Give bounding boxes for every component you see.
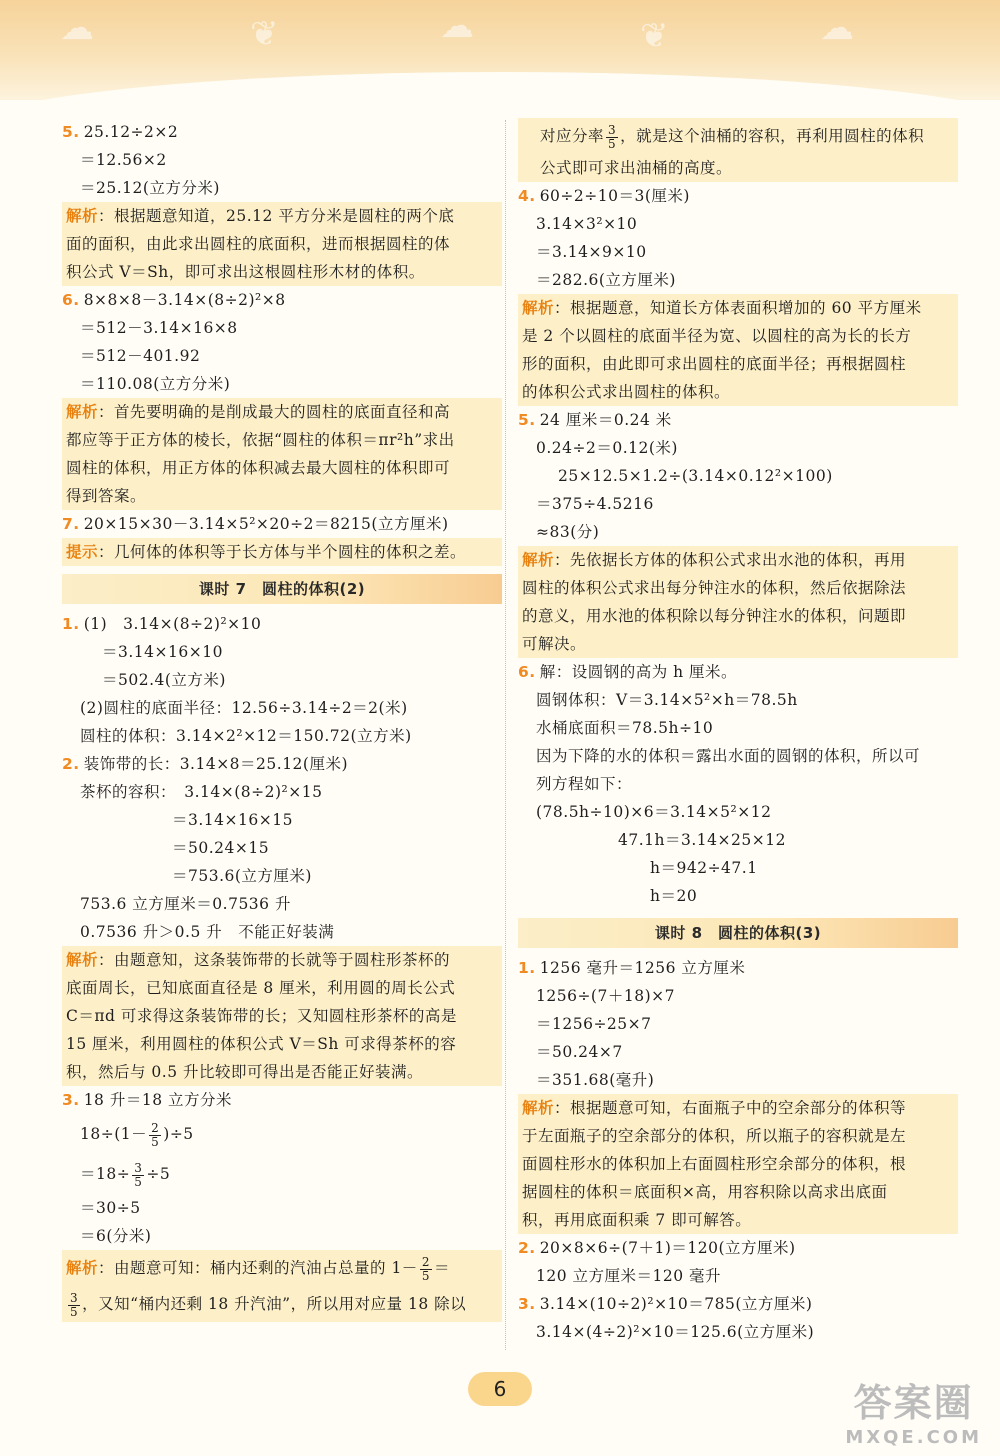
math-line: ＝282.6(立方厘米) xyxy=(536,271,676,289)
math-line: ＝351.68(毫升) xyxy=(536,1071,655,1089)
fraction xyxy=(68,1292,80,1319)
fraction xyxy=(420,1256,432,1283)
question-number: 1. xyxy=(62,615,80,633)
explanation-line: 积，然后与 0.5 升比较即可得出是否能正好装满。 xyxy=(66,1063,424,1081)
explanation-line: C＝πd 可求得这条装饰带的长；又知圆柱形茶杯的高是 xyxy=(66,1007,457,1025)
math-line: (2)圆柱的底面半径：12.56÷3.14÷2＝2(米) xyxy=(80,699,408,717)
explanation-line: 公式即可求出油桶的高度。 xyxy=(540,159,733,177)
math-line: 60÷2÷10＝3(厘米) xyxy=(539,187,690,205)
explanation-line: 据圆柱的体积＝底面积×高，用容积除以高求出底面 xyxy=(522,1183,888,1201)
math-line: 0.7536 升＞0.5 升 不能正好装满 xyxy=(80,923,335,941)
numerator: 3 xyxy=(70,1290,79,1305)
math-line: ＝6(分米) xyxy=(80,1227,152,1245)
explanation-tag: 解析 xyxy=(522,550,555,569)
cloud-icon: ☁ xyxy=(820,8,854,48)
math-line: ＝50.24×15 xyxy=(172,839,270,857)
math-line: 茶杯的容积： 3.14×(8÷2)²×15 xyxy=(80,783,323,801)
math-line: 解：设圆钢的高为 h 厘米。 xyxy=(539,663,738,681)
right-column xyxy=(518,118,958,1346)
math-text: ＝18÷ xyxy=(80,1165,131,1183)
math-line: (78.5h÷10)×6＝3.14×5²×12 xyxy=(536,803,772,821)
math-line: 25.12÷2×2 xyxy=(83,123,179,141)
explanation-tag: 解析 xyxy=(522,298,555,317)
math-line: 圆柱的体积：3.14×2²×12＝150.72(立方米) xyxy=(80,727,412,745)
explanation-line: 圆柱的体积公式求出每分钟注水的体积，然后依据除法 xyxy=(522,579,907,597)
math-line: ＝753.6(立方厘米) xyxy=(172,867,312,885)
math-line: 列方程如下： xyxy=(536,775,633,793)
explanation-line: ：由题意知，这条装饰带的长就等于圆柱形茶杯的 xyxy=(98,951,451,969)
math-line: ＝3.14×16×15 xyxy=(172,811,293,829)
explanation-line: ：先依据长方体的体积公式求出水池的体积，再用 xyxy=(554,551,907,569)
explanation-line: 圆柱的体积，用正方体的体积减去最大圆柱的体积即可 xyxy=(66,459,451,477)
question-number: 6. xyxy=(62,291,80,309)
numerator: 3 xyxy=(134,1160,143,1175)
math-line: 1256÷(7＋18)×7 xyxy=(536,987,675,1005)
explanation-block xyxy=(62,398,502,510)
explanation-line: 形的面积，由此即可求出圆柱的底面半径；再根据圆柱 xyxy=(522,355,907,373)
explanation-tag: 解析 xyxy=(66,950,99,969)
explanation-continuation xyxy=(518,118,958,182)
explanation-text: ，就是这个油桶的容积，再利用圆柱的体积 xyxy=(620,127,925,145)
watermark xyxy=(845,1372,982,1448)
math-line: 18 升＝18 立方分米 xyxy=(83,1091,232,1109)
watermark-en: MXQE.COM xyxy=(845,1427,982,1448)
explanation-text: 对应分率 xyxy=(540,127,605,145)
math-line: 120 立方厘米＝120 毫升 xyxy=(536,1267,722,1285)
math-line: ＝50.24×7 xyxy=(536,1043,623,1061)
math-line: ＝3.14×9×10 xyxy=(536,243,647,261)
explanation-line: 得到答案。 xyxy=(66,487,147,505)
question-number: 5. xyxy=(62,123,80,141)
fraction xyxy=(132,1162,144,1189)
math-line: ＝110.08(立方分米) xyxy=(80,375,231,393)
hint-line: ：几何体的体积等于长方体与半个圆柱的体积之差。 xyxy=(98,543,467,561)
explanation-line: 底面周长，已知底面直径是 8 厘米，利用圆的周长公式 xyxy=(66,979,456,997)
fraction xyxy=(606,124,618,151)
numerator: 2 xyxy=(151,1120,160,1135)
math-line: 3.14×(10÷2)²×10＝785(立方厘米) xyxy=(539,1295,813,1313)
question-number: 1. xyxy=(518,959,536,977)
fraction xyxy=(149,1122,161,1149)
explanation-block xyxy=(62,1250,502,1322)
explanation-line: 积，再用底面积乘 7 即可解答。 xyxy=(522,1211,752,1229)
explanation-line: 于左面瓶子的空余部分的体积，所以瓶子的容积就是左 xyxy=(522,1127,907,1145)
math-line: 20×15×30－3.14×5²×20÷2＝8215(立方厘米) xyxy=(83,515,449,533)
explanation-tag: 解析 xyxy=(66,206,99,225)
math-line: ＝502.4(立方米) xyxy=(102,671,226,689)
explanation-tag: 解析 xyxy=(66,402,99,421)
lesson-8-header: 课时 8 圆柱的体积(3) xyxy=(518,918,958,948)
math-line: 24 厘米＝0.24 米 xyxy=(539,411,672,429)
explanation-line: 面的面积，由此求出圆柱的底面积，进而根据圆柱的体 xyxy=(66,235,451,253)
explanation-line: 是 2 个以圆柱的底面半径为宽、以圆柱的高为长的长方 xyxy=(522,327,912,345)
question-number: 2. xyxy=(62,755,80,773)
math-text: 18÷(1－ xyxy=(80,1125,148,1143)
explanation-line: 积公式 V＝Sh，即可求出这根圆柱形木材的体积。 xyxy=(66,263,425,281)
explanation-line: 面圆柱形水的体积加上右面圆柱形空余部分的体积，根 xyxy=(522,1155,907,1173)
explanation-line: 的意义，用水池的体积除以每分钟注水的体积，问题即 xyxy=(522,607,907,625)
math-line: h＝942÷47.1 xyxy=(650,859,758,877)
math-line xyxy=(62,1114,502,1154)
math-line: 3.14×3²×10 xyxy=(536,215,638,233)
explanation-tag: 解析 xyxy=(522,1098,555,1117)
denominator: 5 xyxy=(70,1304,79,1319)
explanation-line: 都应等于正方体的棱长，依据“圆柱的体积＝πr²h”求出 xyxy=(66,431,455,449)
math-line: ＝12.56×2 xyxy=(80,151,167,169)
explanation-line: ：根据题意，知道长方体表面积增加的 60 平方厘米 xyxy=(554,299,922,317)
math-line: 因为下降的水的体积＝露出水面的圆钢的体积，所以可 xyxy=(536,747,921,765)
column-divider xyxy=(505,120,506,1350)
question-number: 7. xyxy=(62,515,80,533)
header-banner xyxy=(0,0,1000,100)
explanation-block xyxy=(518,1094,958,1234)
watermark-cn: 答案圈 xyxy=(853,1381,974,1425)
lesson-7-header: 课时 7 圆柱的体积(2) xyxy=(62,574,502,604)
math-line: 47.1h＝3.14×25×12 xyxy=(618,831,786,849)
question-number: 6. xyxy=(518,663,536,681)
explanation-line: ：根据题意可知，右面瓶子中的空余部分的体积等 xyxy=(554,1099,907,1117)
explanation-block xyxy=(62,202,502,286)
explanation-tag: 解析 xyxy=(66,1258,99,1277)
explanation-block xyxy=(518,294,958,406)
denominator: 5 xyxy=(421,1268,430,1283)
math-line: 753.6 立方厘米＝0.7536 升 xyxy=(80,895,291,913)
question-number: 3. xyxy=(518,1295,536,1313)
math-line xyxy=(62,1154,502,1194)
denominator: 5 xyxy=(608,136,617,151)
explanation-block xyxy=(518,546,958,658)
question-number: 3. xyxy=(62,1091,80,1109)
question-number: 4. xyxy=(518,187,536,205)
explanation-line: 15 厘米，利用圆柱的体积公式 V＝Sh 可求得茶杯的容 xyxy=(66,1035,457,1053)
explanation-line: ：根据题意知道，25.12 平方分米是圆柱的两个底 xyxy=(98,207,455,225)
explanation-line: ：由题意可知：桶内还剩的汽油占总量的 1－ xyxy=(98,1259,418,1277)
math-line: h＝20 xyxy=(650,887,698,905)
denominator: 5 xyxy=(151,1134,160,1149)
denominator: 5 xyxy=(134,1174,143,1189)
explanation-line: ：首先要明确的是削成最大的圆柱的底面直径和高 xyxy=(98,403,451,421)
math-line: ＝30÷5 xyxy=(80,1199,141,1217)
explanation-text: ＝ xyxy=(433,1259,450,1277)
explanation-line: ，又知“桶内还剩 18 升汽油”，所以用对应量 18 除以 xyxy=(82,1295,467,1313)
math-line: ＝512－3.14×16×8 xyxy=(80,319,238,337)
math-text: ÷5 xyxy=(146,1165,171,1183)
math-line: ＝25.12(立方分米) xyxy=(80,179,220,197)
math-line: 3.14×(4÷2)²×10＝125.6(立方厘米) xyxy=(536,1323,815,1341)
math-line: 装饰带的长：3.14×8＝25.12(厘米) xyxy=(83,755,349,773)
math-line: (1) 3.14×(8÷2)²×10 xyxy=(83,615,262,633)
math-line: ＝3.14×16×10 xyxy=(102,643,223,661)
math-line: 20×8×6÷(7＋1)＝120(立方厘米) xyxy=(539,1239,796,1257)
hint-block xyxy=(62,538,502,566)
question-number: 2. xyxy=(518,1239,536,1257)
left-column xyxy=(62,118,502,1322)
cloud-icon: ☁ xyxy=(60,8,94,48)
leaf-icon: ❦ xyxy=(640,16,669,56)
cloud-icon: ☁ xyxy=(440,6,474,46)
math-line: ＝375÷4.5216 xyxy=(536,495,654,513)
math-line: ≈83(分) xyxy=(536,523,600,541)
math-text: )÷5 xyxy=(163,1125,194,1143)
math-line: 25×12.5×1.2÷(3.14×0.12²×100) xyxy=(558,467,833,485)
leaf-icon: ❦ xyxy=(250,14,279,54)
question-number: 5. xyxy=(518,411,536,429)
math-line: 1256 毫升＝1256 立方厘米 xyxy=(539,959,746,977)
hint-tag: 提示 xyxy=(66,542,99,561)
explanation-line: 的体积公式求出圆柱的体积。 xyxy=(522,383,731,401)
numerator: 2 xyxy=(421,1254,430,1269)
numerator: 3 xyxy=(608,122,617,137)
math-line: 水桶底面积＝78.5h÷10 xyxy=(536,719,714,737)
math-line: ＝1256÷25×7 xyxy=(536,1015,652,1033)
math-line: 8×8×8－3.14×(8÷2)²×8 xyxy=(83,291,286,309)
explanation-line: 可解决。 xyxy=(522,635,587,653)
math-line: ＝512－401.92 xyxy=(80,347,201,365)
math-line: 圆钢体积：V＝3.14×5²×h＝78.5h xyxy=(536,691,798,709)
math-line: 0.24÷2＝0.12(米) xyxy=(536,439,678,457)
explanation-block xyxy=(62,946,502,1086)
page-number: 6 xyxy=(468,1372,532,1406)
